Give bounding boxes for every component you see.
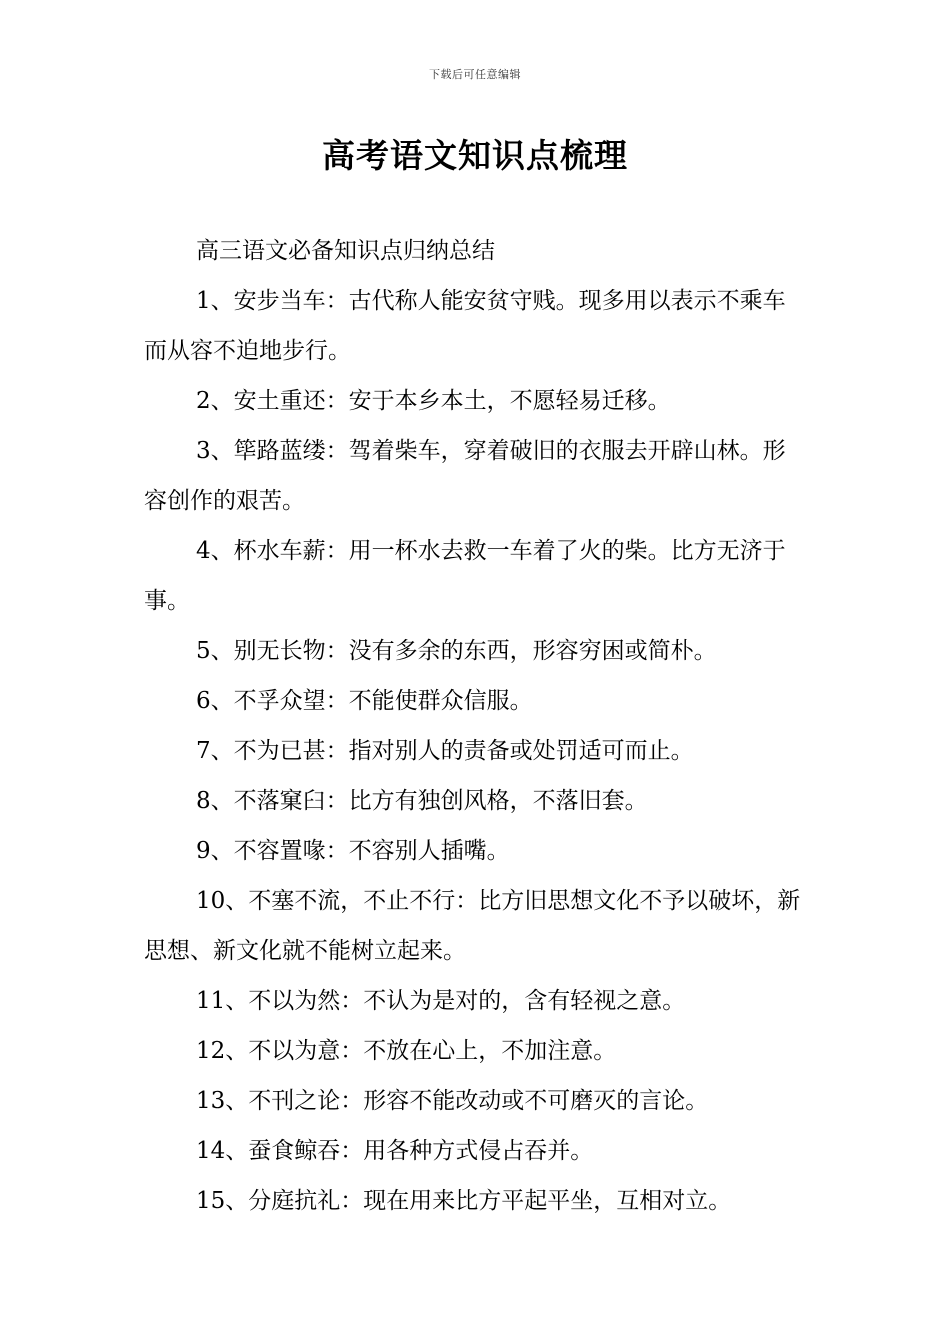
list-item: 4、杯水车薪：用一杯水去救一车着了火的柴。比方无济于事。	[144, 538, 786, 614]
list-item: 10、不塞不流，不止不行：比方旧思想文化不予以破坏，新思想、新文化就不能树立起来。	[144, 888, 801, 964]
document-body	[144, 226, 808, 1226]
list-item: 9、不容置喙：不容别人插嘴。	[196, 838, 510, 864]
list-item: 12、不以为意：不放在心上，不加注意。	[196, 1038, 617, 1064]
list-item: 14、蚕食鲸吞：用各种方式侵占吞并。	[196, 1138, 594, 1164]
section-heading: 高三语文必备知识点归纳总结	[196, 238, 495, 264]
list-item: 15、分庭抗礼：现在用来比方平起平坐，互相对立。	[196, 1188, 732, 1214]
list-item: 7、不为已甚：指对别人的责备或处罚适可而止。	[196, 738, 694, 764]
list-item: 5、别无长物：没有多余的东西，形容穷困或简朴。	[196, 638, 717, 664]
list-item: 3、筚路蓝缕：驾着柴车，穿着破旧的衣服去开辟山林。形容创作的艰苦。	[144, 438, 786, 514]
list-item: 11、不以为然：不认为是对的，含有轻视之意。	[196, 988, 686, 1014]
list-item: 8、不落窠臼：比方有独创风格，不落旧套。	[196, 788, 648, 814]
page-title: 高考语文知识点梳理	[322, 136, 628, 175]
list-item: 13、不刊之论：形容不能改动或不可磨灭的言论。	[196, 1088, 709, 1114]
header-note: 下载后可任意编辑	[429, 68, 521, 81]
list-item: 2、安土重还：安于本乡本土，不愿轻易迁移。	[196, 388, 671, 414]
list-item: 6、不孚众望：不能使群众信服。	[196, 688, 533, 714]
list-item: 1、安步当车：古代称人能安贫守贱。现多用以表示不乘车而从容不迫地步行。	[144, 288, 786, 364]
